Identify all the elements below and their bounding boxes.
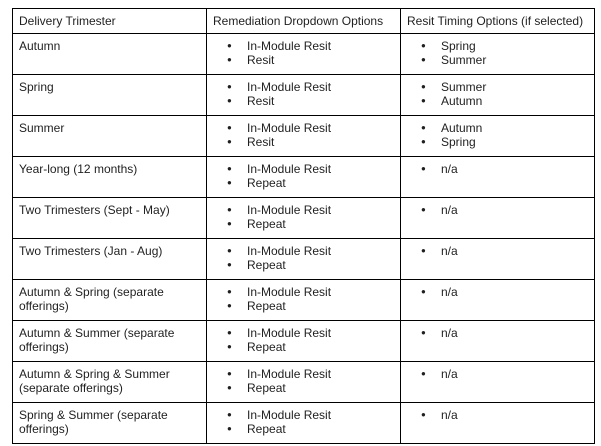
remediation-cell [207,280,401,321]
timing-option: ● n/a [421,408,588,422]
timing-cell-list [407,121,588,149]
timing-cell-list [407,39,588,67]
trimester-cell: Two Trimesters (Jan - Aug) [13,239,207,280]
remediation-cell-list [213,367,394,395]
remediation-cell-list [213,244,394,272]
trimester-cell: Two Trimesters (Sept - May) [13,198,207,239]
remediation-cell-list [213,121,394,149]
timing-cell [401,403,595,444]
remediation-cell-list [213,408,394,436]
table-row [13,321,595,362]
timing-cell [401,321,595,362]
header-row [13,9,595,34]
remediation-option: ● Resit [227,53,394,67]
remediation-option: ● In-Module Resit [227,244,394,258]
header-remediation-options: Remediation Dropdown Options [207,9,401,34]
remediation-cell [207,157,401,198]
remediation-option: ● Repeat [227,258,394,272]
timing-option: ● Summer [421,53,588,67]
timing-cell [401,362,595,403]
remediation-option: ● In-Module Resit [227,203,394,217]
trimester-cell: Summer [13,116,207,157]
table-row [13,403,595,444]
timing-option: ● n/a [421,326,588,340]
remediation-cell-list [213,203,394,231]
remediation-cell-list [213,285,394,313]
remediation-cell [207,362,401,403]
trimester-options-table [12,8,595,444]
timing-option: ● Spring [421,39,588,53]
remediation-option: ● Resit [227,94,394,108]
remediation-option: ● Repeat [227,176,394,190]
timing-cell [401,280,595,321]
remediation-option: ● In-Module Resit [227,39,394,53]
trimester-cell: Autumn [13,34,207,75]
timing-option: ● n/a [421,203,588,217]
trimester-cell: Spring & Summer (separate offerings) [13,403,207,444]
timing-option: ● Summer [421,80,588,94]
remediation-option: ● Resit [227,135,394,149]
timing-option: ● n/a [421,162,588,176]
timing-cell-list [407,367,588,381]
trimester-cell: Autumn & Spring & Summer (separate offerings) [13,362,207,403]
table-row [13,34,595,75]
remediation-option: ● In-Module Resit [227,326,394,340]
timing-option: ● n/a [421,367,588,381]
trimester-cell: Autumn & Summer (separate offerings) [13,321,207,362]
trimester-cell: Spring [13,75,207,116]
timing-option: ● Autumn [421,121,588,135]
remediation-cell-list [213,80,394,108]
table-body [13,34,595,444]
timing-cell [401,198,595,239]
remediation-option: ● Repeat [227,299,394,313]
timing-option: ● n/a [421,244,588,258]
table-row [13,362,595,403]
remediation-cell [207,239,401,280]
table-row [13,75,595,116]
trimester-cell: Year-long (12 months) [13,157,207,198]
remediation-option: ● Repeat [227,422,394,436]
trimester-cell: Autumn & Spring (separate offerings) [13,280,207,321]
remediation-cell-list [213,326,394,354]
timing-option: ● Autumn [421,94,588,108]
remediation-cell [207,116,401,157]
remediation-cell-list [213,162,394,190]
remediation-cell-list [213,39,394,67]
remediation-option: ● Repeat [227,340,394,354]
remediation-cell [207,75,401,116]
remediation-option: ● In-Module Resit [227,367,394,381]
remediation-cell [207,198,401,239]
remediation-option: ● In-Module Resit [227,285,394,299]
timing-cell-list [407,80,588,108]
timing-cell [401,239,595,280]
remediation-cell [207,403,401,444]
timing-cell [401,34,595,75]
remediation-option: ● In-Module Resit [227,121,394,135]
timing-cell-list [407,285,588,299]
remediation-option: ● Repeat [227,381,394,395]
timing-option: ● Spring [421,135,588,149]
remediation-cell [207,321,401,362]
header-resit-timing: Resit Timing Options (if selected) [401,9,595,34]
timing-cell [401,157,595,198]
remediation-option: ● In-Module Resit [227,408,394,422]
timing-option: ● n/a [421,285,588,299]
table-row [13,239,595,280]
table-row [13,116,595,157]
timing-cell-list [407,408,588,422]
table-row [13,280,595,321]
header-delivery-trimester: Delivery Trimester [13,9,207,34]
timing-cell [401,75,595,116]
timing-cell [401,116,595,157]
table-row [13,157,595,198]
remediation-option: ● Repeat [227,217,394,231]
remediation-option: ● In-Module Resit [227,162,394,176]
timing-cell-list [407,326,588,340]
remediation-option: ● In-Module Resit [227,80,394,94]
table-row [13,198,595,239]
timing-cell-list [407,162,588,176]
timing-cell-list [407,203,588,217]
remediation-cell [207,34,401,75]
timing-cell-list [407,244,588,258]
